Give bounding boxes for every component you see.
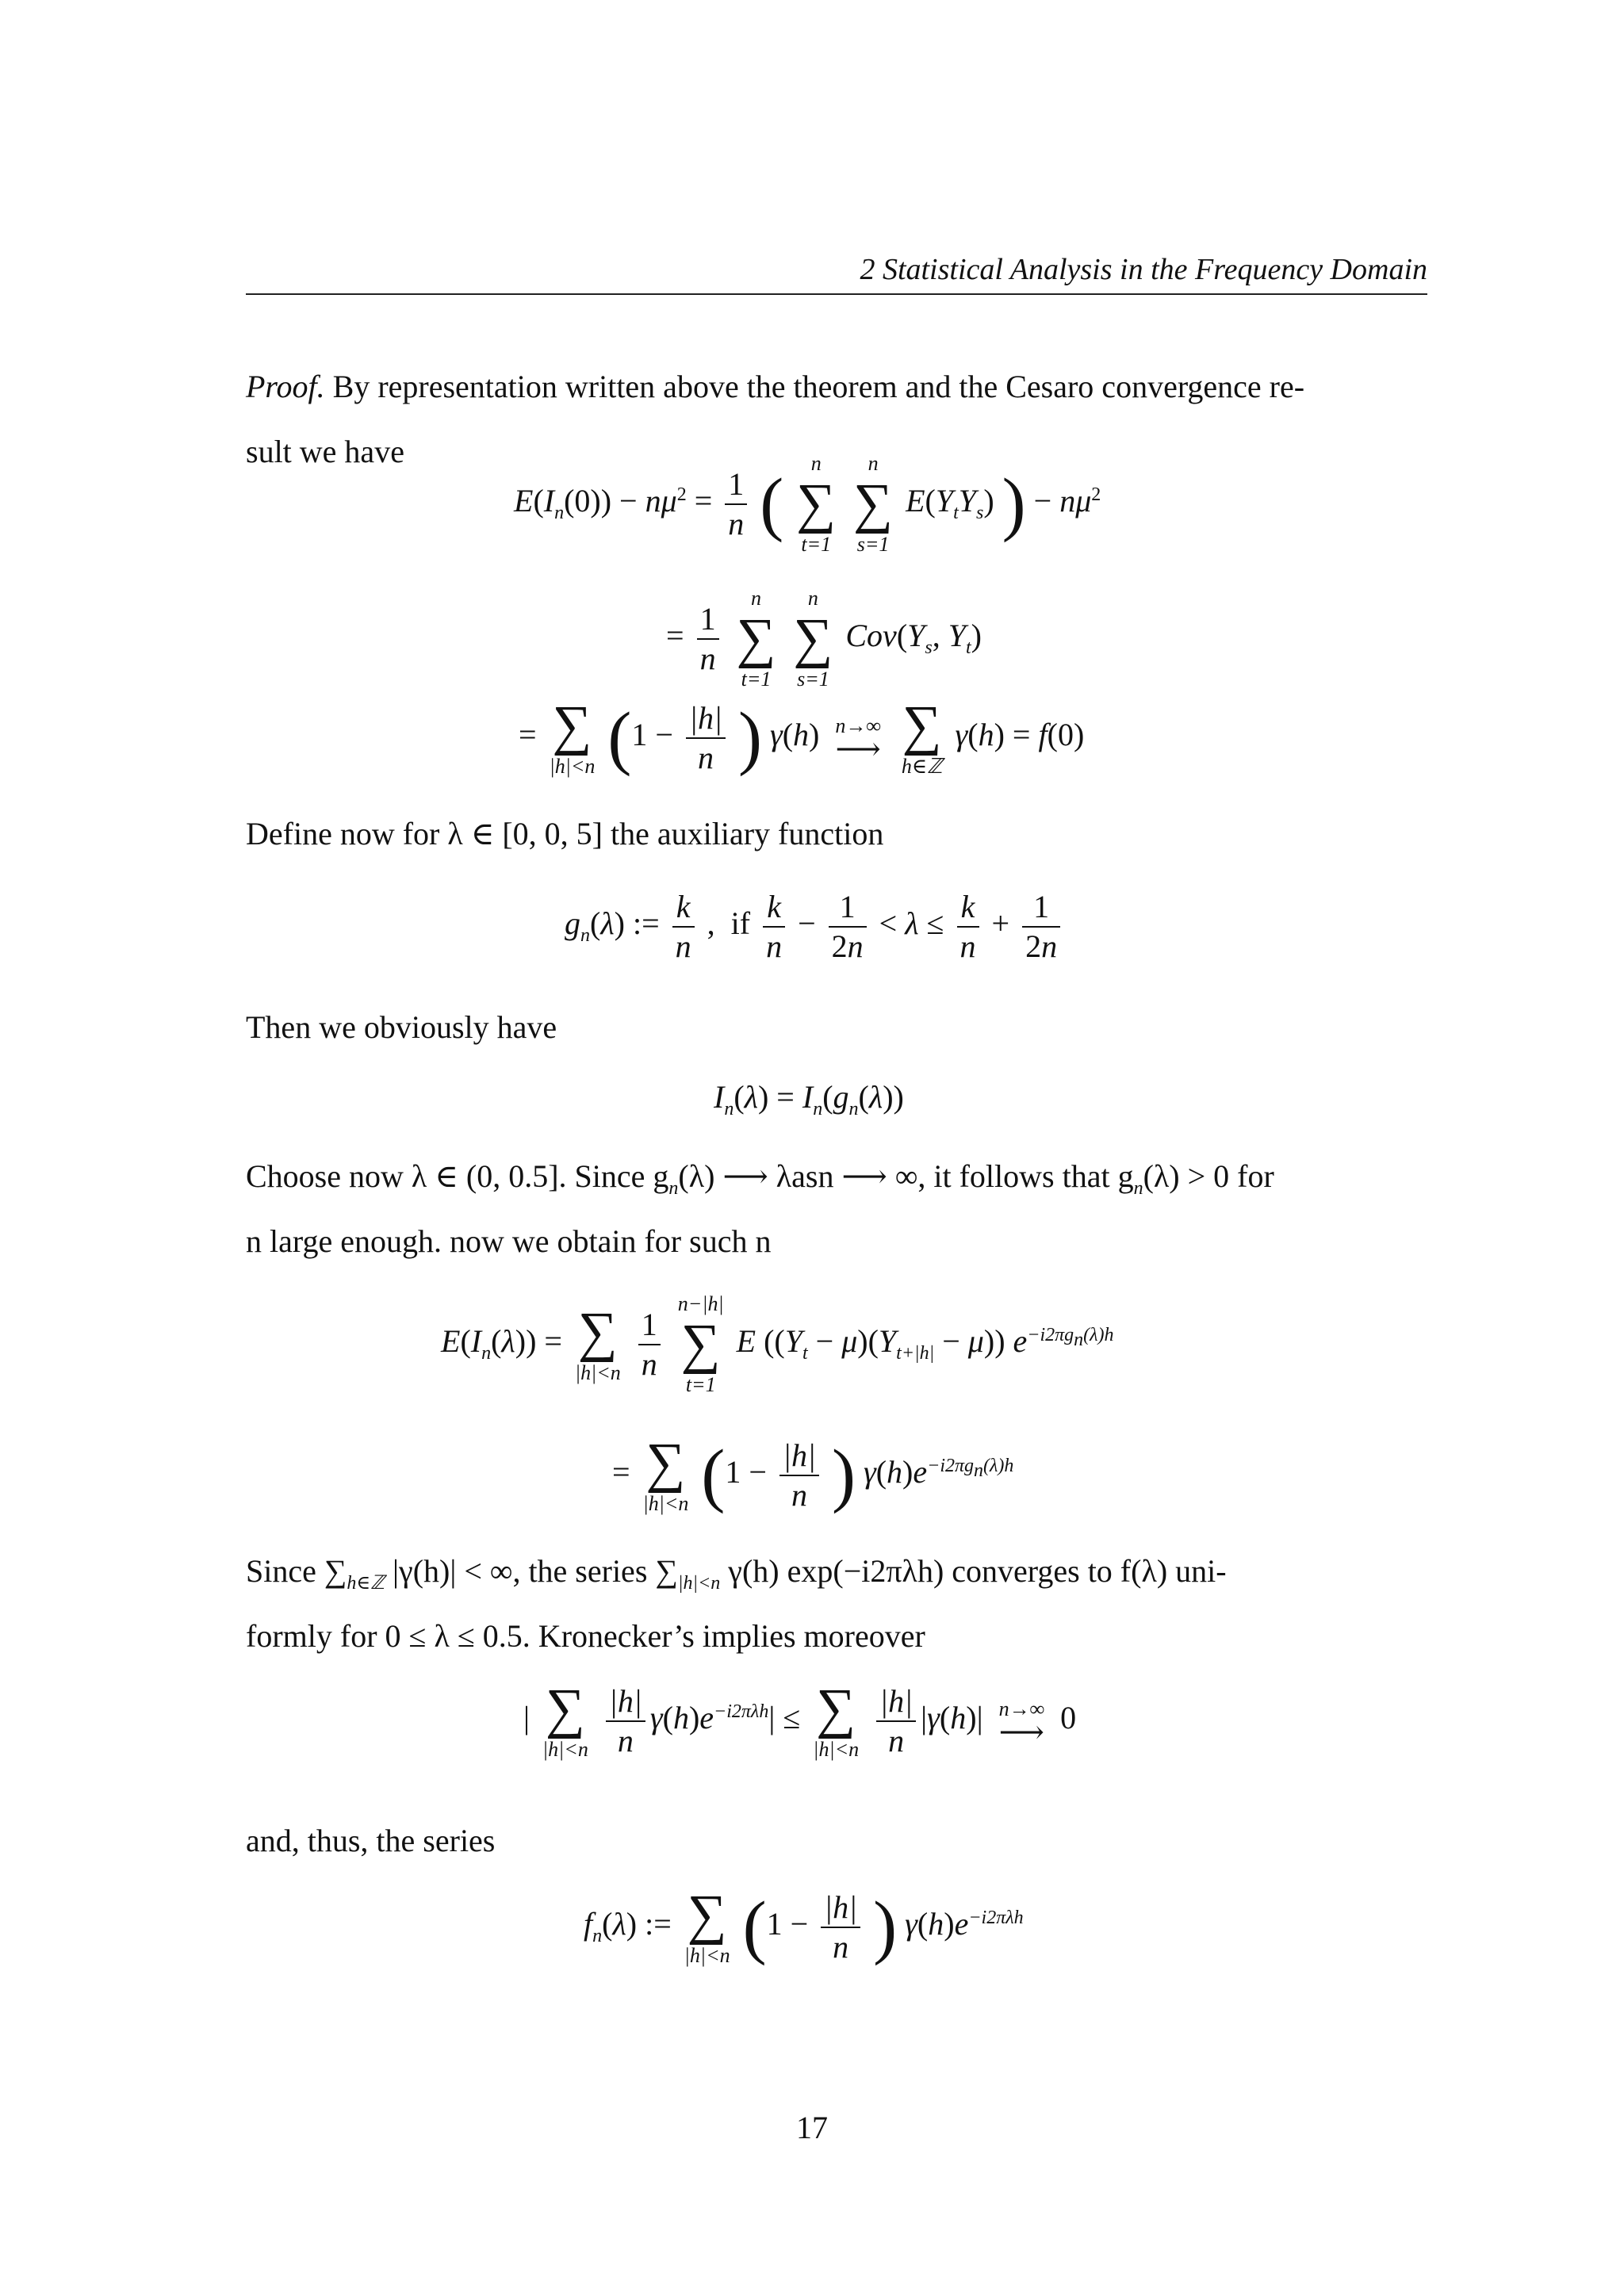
- paragraph-kronecker: formly for 0 ≤ λ ≤ 0.5. Kronecker’s implies moreover: [246, 1618, 925, 1654]
- proof-text: By representation written above the theorem and the Cesaro convergence re-: [332, 369, 1305, 404]
- proof-label: Proof.: [246, 369, 325, 404]
- equation-auxiliary-function: $g_n(\lambda)$ := $\frac{k}{n}$ , if $\frac{k}{n}$ − $\frac{1}{2n}$ < λ ≤ $\frac{k}{n}$ + $\frac{1}{2n}$: [565, 888, 1065, 966]
- paragraph-large-enough: n large enough. now we obtain for such n: [246, 1223, 772, 1259]
- equation-limit-f0: = ∑ |h|<n (1 − $\frac{|h|}{n}$ ) γ(h) n→∞ ⟶ ∑ h∈ℤ γ(h) = f(0): [519, 695, 1085, 778]
- equation-expectation-lambda-2: = ∑ |h|<n (1 − $\frac{|h|}{n}$ ) $\gamma(h)e^{-i2\pi g_n(\lambda)h}$: [612, 1433, 1014, 1515]
- paragraph-thus: and, thus, the series: [246, 1823, 496, 1858]
- page-number: 17: [796, 2110, 828, 2145]
- paragraph-define: Define now for λ ∈ [0, 0, 5] the auxiliary function: [246, 816, 884, 851]
- equation-expectation-lambda: $E(I_n(\lambda))$ = ∑ |h|<n $\frac{1}{n}$ n−|h| ∑ t=1 E $((Y_t - \mu)(Y_{t+|h|} - \mu))$ $e^{-i2\pi g_n(\lambda)h}$: [441, 1292, 1114, 1396]
- equation-fn-definition: $f_n(\lambda)$ := ∑ |h|<n (1 − $\frac{|h|}{n}$ ) $\gamma(h)e^{-i2\pi\lambda h}$: [584, 1885, 1024, 1967]
- equation-expectation-zero: $E(I_n(0)) - n\mu^2$ = $\frac{1}{n}$ ( n ∑ t=1 n ∑ s=1 $E(Y_tY_s)$ ) − $n\mu^2$: [514, 452, 1101, 556]
- equation-periodogram-identity: $I_n(\lambda) = I_n(g_n(\lambda))$: [714, 1079, 904, 1119]
- paragraph-proof: [246, 366, 1427, 408]
- running-header: [246, 252, 1427, 295]
- paragraph-then: Then we obviously have: [246, 1009, 557, 1045]
- equation-covariance: = $\frac{1}{n}$ n ∑ t=1 n ∑ s=1 $Cov(Y_s$, $Y_t$): [666, 587, 982, 691]
- equation-kronecker-bound: | ∑ |h|<n $\frac{|h|}{n}$ $\gamma(h)e^{-i2\pi\lambda h}|$ ≤ ∑ |h|<n $\frac{|h|}{n}$ |γ(h)| n→∞ ⟶ 0: [523, 1678, 1077, 1761]
- header-title: 2 Statistical Analysis in the Frequency Domain: [860, 253, 1427, 286]
- paragraph-since: Since $\sum_{h\in ℤ}$ |γ(h)| < ∞, the series $\sum_{|h|<n}$ γ(h) exp(−i2πλh) converges to f(λ) uni-: [246, 1553, 1227, 1594]
- paragraph-proof-cont: sult we have: [246, 434, 404, 469]
- paragraph-choose: Choose now λ ∈ (0, 0.5]. Since $g_n(\lambda)$ ⟶ λasn ⟶ ∞, it follows that $g_n(\lambda) > 0$ for: [246, 1158, 1274, 1199]
